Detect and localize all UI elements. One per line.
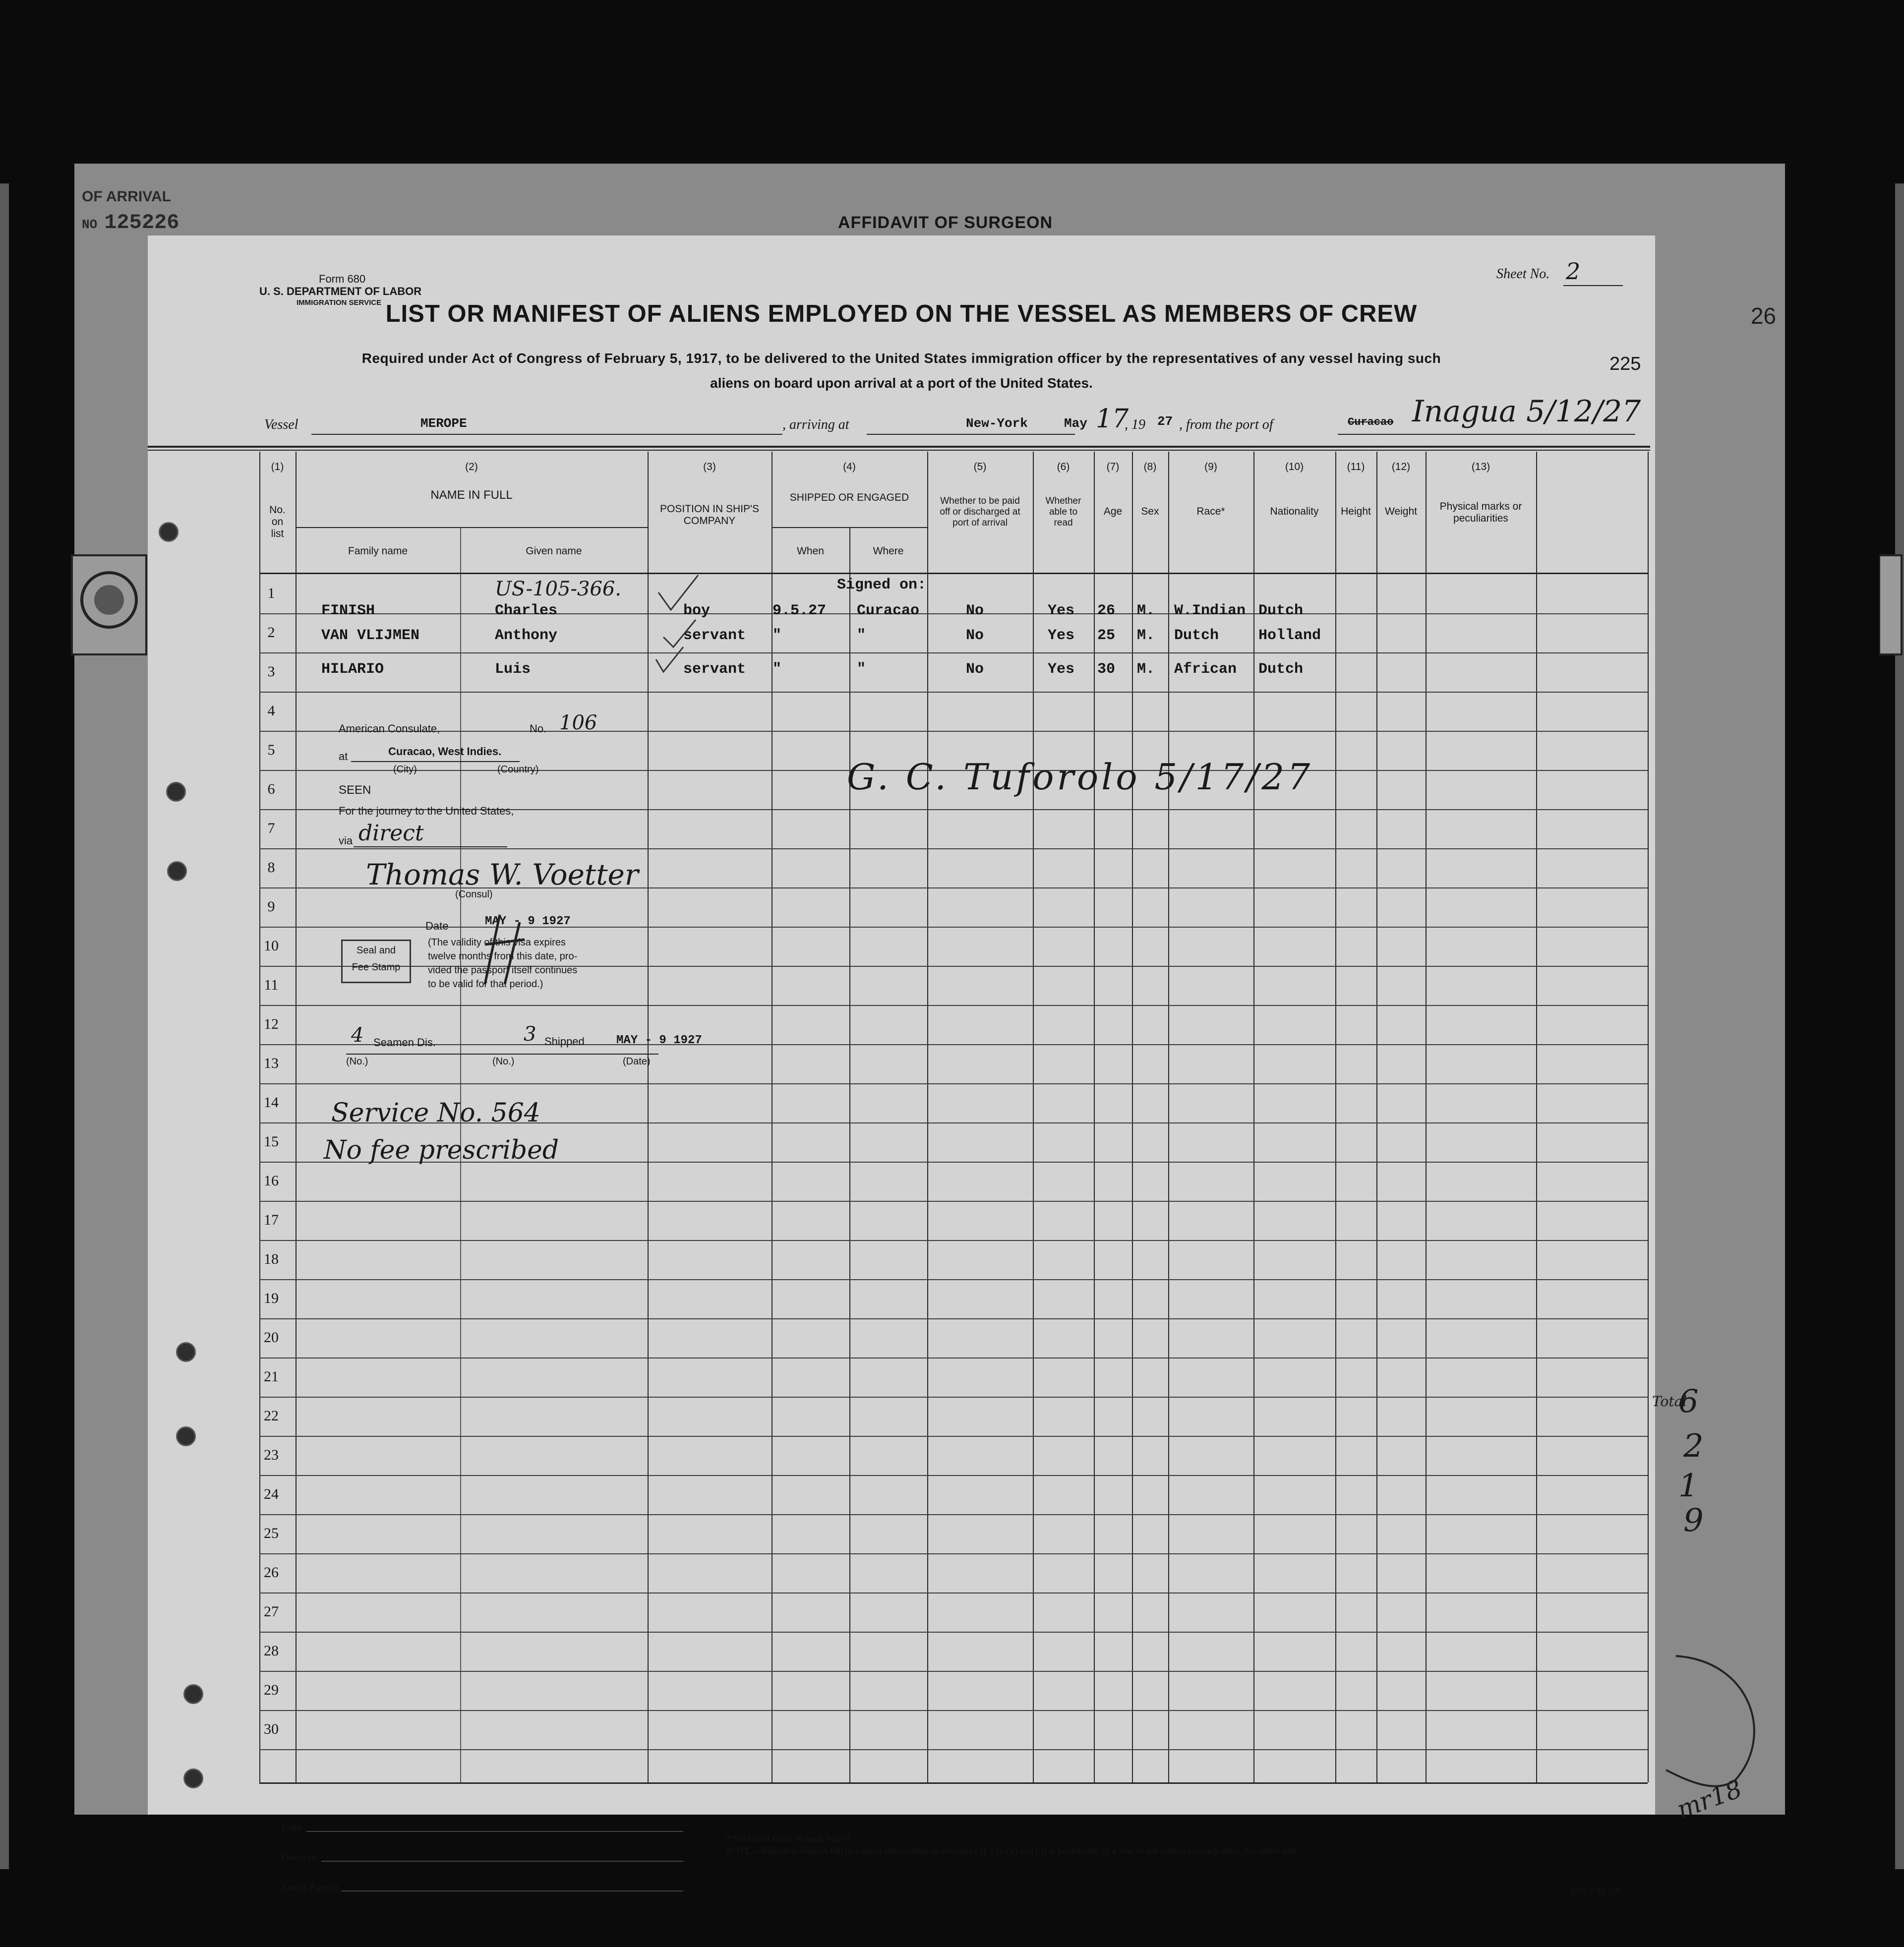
col-weight: Weight	[1385, 506, 1417, 517]
col-num-6: (6)	[1057, 461, 1070, 472]
when-cell: "	[773, 661, 782, 678]
tally-value: 6	[1678, 1383, 1699, 1420]
col-num-2: (2)	[465, 461, 478, 472]
vessel-label: Vessel	[264, 417, 298, 432]
crew-manifest-form	[148, 236, 1655, 1894]
visa-no-label: No.	[530, 722, 547, 735]
tally-value: 9	[1683, 1502, 1704, 1539]
row-number: 8	[267, 859, 275, 876]
col-race: Race*	[1196, 506, 1225, 517]
col-family-name: Family name	[348, 545, 408, 557]
consulate-label: American Consulate,	[339, 722, 440, 735]
punch-hole	[183, 1684, 203, 1704]
manifest-title: LIST OR MANIFEST OF ALIENS EMPLOYED ON THE VESSEL AS MEMBERS OF CREW	[385, 300, 1418, 327]
row-number: 14	[264, 1094, 279, 1111]
where-cell: Curacao	[857, 602, 920, 619]
punch-hole	[183, 1769, 203, 1788]
tally-value: 1	[1678, 1468, 1699, 1504]
case-number: US-105-366.	[495, 578, 622, 600]
department-label: U. S. DEPARTMENT OF LABOR	[259, 285, 422, 297]
row-rule	[259, 1397, 1648, 1398]
row-rule	[259, 1240, 1648, 1241]
col-when: When	[797, 545, 824, 557]
row-number: 23	[264, 1447, 279, 1463]
family-name-cell: FINISH	[321, 602, 375, 619]
subtitle-line-2: aliens on board upon arrival at a port of the United States.	[710, 375, 1093, 391]
nationality-cell: Dutch	[1258, 661, 1304, 678]
row-rule	[259, 848, 1648, 849]
handwritten-port: Inagua 5/12/27	[1412, 394, 1641, 429]
shipped-date: MAY - 9 1927	[616, 1034, 702, 1047]
at-label: at	[339, 750, 348, 763]
row-rule	[259, 1514, 1648, 1515]
age-cell: 25	[1097, 627, 1116, 644]
row-number: 27	[264, 1603, 279, 1620]
seamen-label: Seamen Dis.	[373, 1036, 436, 1049]
journey-label: For the journey to the United States,	[339, 805, 514, 817]
subtitle-line-1: Required under Act of Congress of February 5, 1917, to be delivered to the United States immigration officer by the representatives of any vessel having such	[361, 351, 1441, 366]
revenue-stamp	[67, 550, 151, 659]
col-physical-marks: Physical marks or peculiarities	[1439, 501, 1522, 525]
where-cell: "	[857, 661, 866, 678]
row-number: 10	[264, 938, 279, 954]
print-code: 1003. 3-'22. J. R.	[1570, 1887, 1623, 1894]
validity-line-3: vided the passport itself continues	[428, 965, 578, 976]
affidavit-title: AFFIDAVIT OF SURGEON	[838, 213, 1053, 232]
no-label-1: (No.)	[346, 1056, 368, 1067]
arrival-label: OF ARRIVAL	[82, 188, 171, 205]
arriving-label: , arriving at	[782, 417, 849, 432]
shipped-count: 3	[524, 1023, 536, 1046]
penalty-note: NOTE.—Failure to furnish full or correct information in columns (2), (3), (4) and (5) is punishable by a fine of ten dollars for each alien. See other side.	[725, 1846, 1300, 1856]
consul-signature: Thomas W. Voetter	[366, 858, 639, 891]
scan-edge-left	[0, 183, 9, 1869]
punch-hole	[159, 522, 178, 542]
tally-value: 2	[1683, 1428, 1704, 1465]
col-num-12: (12)	[1391, 461, 1411, 472]
col-num-10: (10)	[1285, 461, 1304, 472]
punch-hole	[166, 782, 186, 802]
row-number: 13	[264, 1055, 279, 1071]
fee-stamp-label: Fee Stamp	[352, 962, 401, 973]
given-name-cell: Anthony	[495, 627, 558, 644]
row-number: 21	[264, 1368, 279, 1385]
row-number: 18	[264, 1251, 279, 1267]
row-rule	[259, 1318, 1648, 1319]
row-rule	[259, 1201, 1648, 1202]
row-number: 12	[264, 1016, 279, 1032]
sex-cell: M.	[1137, 627, 1155, 644]
position-cell: servant	[683, 661, 746, 678]
via-value: direct	[358, 821, 424, 846]
visa-no-value: 106	[559, 711, 597, 734]
tally-label: Total	[1652, 1393, 1687, 1410]
col-num-1: (1)	[271, 461, 284, 472]
row-rule	[259, 1710, 1648, 1711]
col-num-9: (9)	[1204, 461, 1217, 472]
row-rule	[259, 692, 1648, 693]
row-rule	[259, 1436, 1648, 1437]
arrival-number: NO 125226	[82, 211, 179, 235]
country-label: (Country)	[497, 764, 539, 775]
row-rule	[259, 1083, 1648, 1084]
departure-port: Curacao	[1348, 416, 1394, 428]
paid-off-cell: No	[966, 661, 984, 678]
sheet-number: 2	[1566, 258, 1581, 285]
col-no-on-list: No. on list	[269, 504, 286, 540]
fee-stamp-mark	[475, 910, 535, 989]
sheet-label: Sheet No.	[1496, 266, 1550, 282]
consul-label: (Consul)	[455, 889, 493, 900]
row-number: 16	[264, 1173, 279, 1189]
col-shipped-engaged: SHIPPED OR ENGAGED	[789, 492, 909, 503]
row-number: 20	[264, 1329, 279, 1346]
col-position: POSITION IN SHIP'S COMPANY	[659, 503, 760, 527]
row-number: 22	[264, 1408, 279, 1424]
page-number: 225	[1609, 354, 1641, 374]
read-cell: Yes	[1048, 627, 1075, 644]
col-num-5: (5)	[973, 461, 987, 472]
signed-on-label: Signed on:	[837, 577, 927, 593]
row-number: 17	[264, 1212, 279, 1228]
row-number: 3	[267, 663, 275, 680]
row-number: 11	[264, 977, 279, 993]
col-height: Height	[1341, 506, 1371, 517]
punch-hole	[176, 1342, 196, 1362]
col-able-to-read: Whether able to read	[1045, 496, 1081, 528]
given-name-cell: Luis	[495, 661, 531, 678]
row-rule	[259, 1632, 1648, 1633]
col-num-8: (8)	[1143, 461, 1157, 472]
col-num-7: (7)	[1106, 461, 1120, 472]
validity-line-1: (The validity of this visa expires	[428, 937, 566, 948]
row-rule	[259, 1475, 1648, 1476]
city-label: (City)	[393, 764, 417, 775]
owners-label: Owners	[282, 1851, 316, 1863]
sex-cell: M.	[1137, 661, 1155, 678]
no-label-2: (No.)	[492, 1056, 515, 1067]
age-cell: 30	[1097, 661, 1116, 678]
position-cell: servant	[683, 627, 746, 644]
seen-label: SEEN	[339, 783, 371, 797]
col-name-in-full: NAME IN FULL	[430, 488, 513, 502]
race-cell: African	[1174, 661, 1237, 678]
nationality-cell: Holland	[1258, 627, 1321, 644]
col-num-3: (3)	[703, 461, 716, 472]
fee-note: No fee prescribed	[324, 1135, 559, 1165]
row-number: 6	[267, 781, 275, 797]
date-label: Date	[425, 920, 449, 932]
col-paid-off: Whether to be paid off or discharged at port of arrival	[940, 496, 1020, 528]
seamen-count: 4	[351, 1024, 364, 1047]
margin-circle	[1656, 1651, 1775, 1795]
validity-line-4: to be valid for that period.)	[428, 979, 543, 990]
row-number: 26	[264, 1564, 279, 1581]
row-rule	[259, 1553, 1648, 1554]
seal-label: Seal and	[357, 945, 396, 956]
inspector-signature: G. C. Tuforolo 5/17/27	[847, 756, 1313, 798]
side-number: 26	[1750, 303, 1776, 329]
col-num-13: (13)	[1471, 461, 1490, 472]
race-cell: W.Indian	[1174, 602, 1246, 619]
year-prefix: , 19	[1125, 417, 1145, 432]
margin-note: mr18	[1673, 1774, 1746, 1825]
local-agents-label: Local Agents	[282, 1881, 340, 1893]
row-number: 1	[267, 585, 275, 601]
arrival-year: 27	[1157, 414, 1173, 429]
vessel-name: MEROPE	[420, 416, 467, 431]
row-rule	[259, 1005, 1648, 1006]
row-number: 30	[264, 1721, 279, 1737]
row-number: 4	[267, 703, 275, 719]
paid-off-cell: No	[966, 627, 984, 644]
arrival-month: May	[1064, 416, 1087, 431]
row-number: 28	[264, 1643, 279, 1659]
row-number: 29	[264, 1682, 279, 1698]
via-label: via	[339, 834, 353, 847]
row-number: 9	[267, 898, 275, 915]
paid-off-cell: No	[966, 602, 984, 619]
row-rule	[259, 1357, 1648, 1358]
row-number: 25	[264, 1525, 279, 1541]
read-cell: Yes	[1048, 661, 1075, 678]
row-number: 19	[264, 1290, 279, 1306]
row-number: 7	[267, 820, 275, 836]
line-label: Line	[282, 1821, 302, 1833]
where-cell: "	[857, 627, 866, 644]
family-name-cell: HILARIO	[321, 661, 384, 678]
row-rule	[259, 613, 1648, 614]
consulate-place: Curacao, West Indies.	[388, 745, 502, 758]
col-given-name: Given name	[526, 545, 582, 557]
seal-fee-box	[341, 940, 411, 983]
row-rule	[259, 1749, 1648, 1750]
row-rule	[259, 652, 1648, 653]
service-label: IMMIGRATION SERVICE	[297, 298, 382, 307]
scan-edge-right	[1895, 183, 1904, 1869]
row-rule	[259, 927, 1648, 928]
family-name-cell: VAN VLIJMEN	[321, 627, 420, 644]
race-cell: Dutch	[1174, 627, 1219, 644]
validity-line-2: twelve months from this date, pro-	[428, 951, 578, 962]
arrival-port: New-York	[966, 416, 1028, 431]
service-note: Service No. 564	[331, 1098, 540, 1128]
row-number: 2	[267, 624, 275, 641]
races-note: * See list of races on back hereof	[725, 1833, 850, 1844]
date-label-2: (Date)	[623, 1056, 651, 1067]
row-number: 24	[264, 1486, 279, 1502]
col-where: Where	[873, 545, 904, 557]
read-cell: Yes	[1048, 602, 1075, 619]
given-name-cell: Charles	[495, 602, 558, 619]
shipped-label: Shipped	[544, 1035, 585, 1048]
row-rule	[259, 1279, 1648, 1280]
row-rule	[259, 731, 1648, 732]
row-number: 5	[267, 742, 275, 758]
revenue-stamp-right	[1879, 550, 1904, 659]
row-rule	[259, 1044, 1648, 1045]
from-port-label: , from the port of	[1179, 417, 1273, 432]
sex-cell: M.	[1137, 602, 1155, 619]
arrival-day: 17	[1096, 404, 1129, 434]
punch-hole	[167, 861, 187, 881]
punch-hole	[176, 1426, 196, 1446]
check-marks	[649, 573, 703, 682]
row-number: 15	[264, 1133, 279, 1150]
col-nationality: Nationality	[1270, 506, 1319, 517]
col-num-11: (11)	[1347, 461, 1365, 472]
when-cell: 9.5.27	[773, 602, 827, 619]
age-cell: 26	[1097, 602, 1116, 619]
position-cell: boy	[683, 602, 711, 619]
col-sex: Sex	[1141, 506, 1159, 517]
when-cell: "	[773, 627, 782, 644]
row-rule	[259, 1671, 1648, 1672]
col-age: Age	[1103, 506, 1123, 517]
visa-date: MAY - 9 1927	[485, 915, 571, 928]
nationality-cell: Dutch	[1258, 602, 1304, 619]
col-num-4: (4)	[843, 461, 856, 472]
form-number: Form 680	[319, 273, 366, 285]
